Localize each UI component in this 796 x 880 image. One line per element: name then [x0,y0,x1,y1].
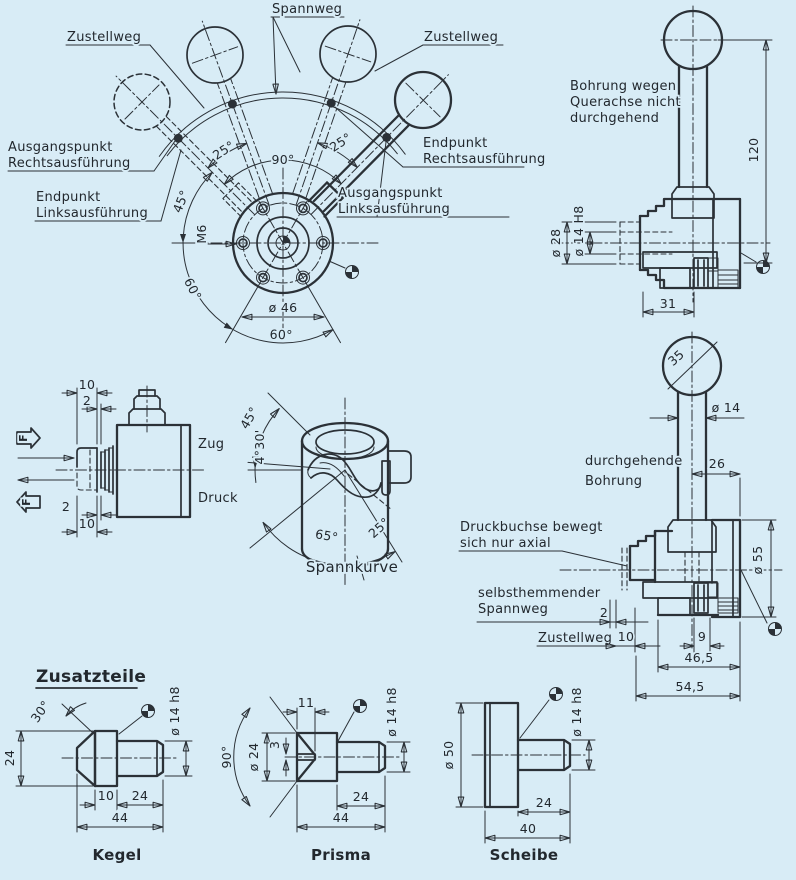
cam-view-spannkurve [237,393,411,585]
dim-thread-m6: M6 [194,224,209,244]
side-view-blind-bore [548,6,772,317]
note-bohrung-2: Querachse nicht [570,95,681,110]
force-letter-top: F [17,434,30,442]
dim-prisma-shaft-dia: ø 14 h8 [384,687,399,737]
dim-scheibe-24: 24 [535,795,553,810]
dim-shaft-dia-14: ø 14 [711,400,741,415]
dim-offset-26: 26 [708,456,726,471]
dim-prisma-44: 44 [332,810,350,825]
dim-prisma-24: 24 [352,789,370,804]
top-view-lever-swing [8,2,546,343]
dim-kegel-24: 24 [131,788,149,803]
datum-symbol [346,266,359,279]
dim-bolt-circle: ø 46 [268,300,298,315]
note-bushing-1: Druckbuchse bewegt [460,520,603,535]
dim-sleeve-dia: ø 28 [548,228,563,258]
part-name-kegel: Kegel [92,846,142,864]
part-kegel [2,686,192,864]
dim-scheibe-dia: ø 50 [441,740,456,770]
accessories [2,667,595,864]
dim-cam-25: 25° [365,514,393,541]
label-ausgangspunkt-rechts-1: Ausgangspunkt [8,140,113,155]
datum-symbol [550,688,563,701]
dim-top-10: 10 [78,377,96,392]
label-zug: Zug [198,437,225,452]
dim-kegel-44: 44 [111,810,129,825]
label-ausgangspunkt-rechts-2: Rechtsausführung [8,156,131,171]
label-endpunkt-rechts-2: Rechtsausführung [423,152,546,167]
dim-width-46-5: 46,5 [684,650,714,665]
dim-prisma-angle: 90° [219,745,234,769]
note-selflocking-1: selbsthemmender [478,586,601,601]
label-druck: Druck [198,491,238,506]
dim-cam-4-30: 4°30' [252,429,267,465]
dim-scheibe-shaft-dia: ø 14 h8 [569,687,584,737]
dim-kegel-dia: 24 [2,749,17,767]
dim-zustellweg-10: 10 [617,629,635,644]
dim-kegel-10: 10 [97,788,115,803]
label-ausgangspunkt-links-1: Ausgangspunkt [338,186,443,201]
dim-angle-25-left: 25° [209,137,238,163]
dim-cam-65: 65° [314,526,340,545]
label-ausgangspunkt-links-2: Linksausführung [338,202,451,217]
dim-body-dia-55: ø 55 [750,545,765,575]
note-bore-2: Bohrung [585,474,643,489]
dim-scheibe-40: 40 [519,821,537,836]
note-zustellweg: Zustellweg [538,631,613,646]
dim-bottom-2: 2 [61,499,71,514]
body [117,425,190,517]
part-name-prisma: Prisma [310,846,372,864]
note-bohrung-3: durchgehend [570,111,660,126]
note-selflocking-2: Spannweg [478,602,549,617]
dim-angle-60-b: 60° [269,326,293,343]
dim-angle-45: 45° [169,187,193,215]
accessories-heading: Zusatzteile [36,667,147,687]
note-bore-1: durchgehende [585,454,683,469]
datum-symbol [354,700,367,713]
dim-cam-45: 45° [236,404,262,432]
cam-lug [388,451,411,483]
dim-width-31: 31 [659,296,677,311]
body-outline-top [640,199,740,216]
dim-angle-60-a: 60° [181,275,205,303]
dim-bore-dia: ø 14 H8 [571,205,586,257]
dim-bottom-10: 10 [78,516,96,531]
dim-angle-90: 90° [271,152,295,167]
spigot-hidden [77,473,97,490]
datum-symbol [769,623,782,636]
spigot-solid [77,448,97,467]
part-name-scheibe: Scheibe [489,846,559,864]
dim-angle-25-right: 25° [326,129,355,155]
force-view [17,377,238,537]
note-bushing-2: sich nur axial [460,536,551,551]
swing-arc-inner [167,98,397,156]
body-outline-top [630,531,672,546]
dim-prisma-dia: ø 24 [246,742,261,772]
force-letter-bottom: F [20,498,33,506]
dim-ball-35: 35 [664,346,688,369]
dim-kegel-angle: 30° [27,697,54,726]
label-spannweg: Spannweg [272,2,343,17]
label-endpunkt-links-1: Endpunkt [36,190,101,205]
label-zustellweg-left: Zustellweg [67,30,142,45]
part-scheibe [441,687,595,864]
dim-prisma-11: 11 [297,695,315,710]
dim-pin-9: 9 [697,629,707,644]
section-seal [658,598,690,615]
label-endpunkt-links-2: Linksausführung [36,206,149,221]
cam-title: Spannkurve [305,558,399,576]
dim-spannweg-2: 2 [599,605,609,620]
datum-symbol [142,705,155,718]
note-bohrung-1: Bohrung wegen [570,79,677,94]
label-endpunkt-rechts-1: Endpunkt [423,136,488,151]
dim-width-54-5: 54,5 [675,679,705,694]
datum-symbol [757,261,770,274]
part-prisma [219,687,410,864]
dim-prisma-slot: 3 [267,740,282,750]
section-band [643,582,717,598]
dim-top-2: 2 [82,393,92,408]
dim-kegel-shaft-dia: ø 14 h8 [167,686,182,736]
side-view-through-bore [459,332,782,701]
label-zustellweg-right: Zustellweg [424,30,499,45]
dim-length-120: 120 [746,137,761,163]
